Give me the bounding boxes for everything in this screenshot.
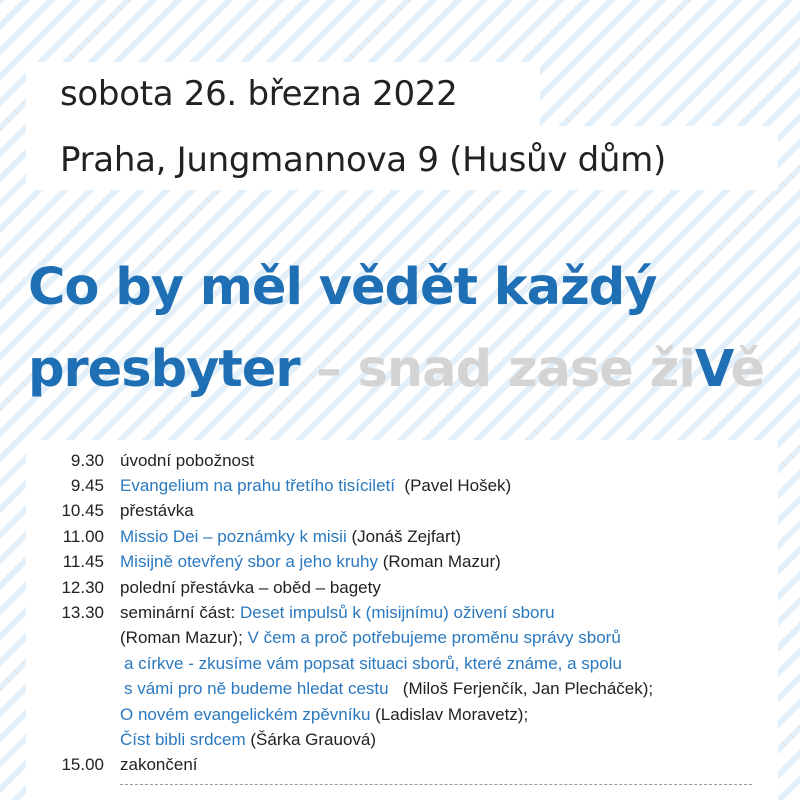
schedule-time: 9.45 <box>70 476 104 496</box>
schedule-row <box>40 524 653 549</box>
seminar-line <box>40 702 653 727</box>
schedule-time: 9.30 <box>70 450 104 470</box>
schedule-item: seminární část: <box>120 603 240 623</box>
event-place: Praha, Jungmannova 9 (Husův dům) <box>60 140 666 180</box>
talk-title: Misijně otevřený sbor a jeho kruhy <box>120 552 378 572</box>
schedule-row <box>40 575 653 600</box>
talk-title: O novém evangelickém zpěvníku <box>120 704 371 724</box>
talk-title: s vámi pro ně budeme hledat cestu <box>124 679 389 699</box>
headline-presbyter: presbyter <box>28 340 300 399</box>
speaker: (Miloš Ferjenčík, Jan Plecháček); <box>388 679 654 699</box>
schedule-time: 10.45 <box>61 501 104 521</box>
seminar-line <box>40 677 653 702</box>
talk-title: Evangelium na prahu třetího tisíciletí <box>120 476 395 496</box>
talk-title: Deset impulsů k (misijnímu) oživení sboru <box>240 603 555 623</box>
speaker: (Jonáš Zejfart) <box>346 526 462 546</box>
schedule-item: zakončení <box>120 755 198 775</box>
headline-line-2 <box>28 340 764 399</box>
headline-subtitle-end: ě <box>730 340 765 399</box>
speaker: (Pavel Hošek) <box>394 476 512 496</box>
talk-title: a církve - zkusíme vám popsat situaci sborů, které známe, a spolu <box>124 653 622 673</box>
talk-title: V čem a proč potřebujeme proměnu správy sborů <box>247 628 621 648</box>
schedule-time: 11.00 <box>62 526 104 546</box>
schedule-time: 12.30 <box>61 577 104 597</box>
schedule-item: přestávka <box>120 501 194 521</box>
event-date: sobota 26. března 2022 <box>60 74 458 114</box>
headline-accent-letter: V <box>694 340 731 399</box>
schedule-row <box>40 448 653 473</box>
schedule-row <box>40 473 653 498</box>
talk-title: Missio Dei – poznámky k misii <box>120 526 347 546</box>
schedule-item: úvodní pobožnost <box>120 450 255 470</box>
schedule-row <box>40 753 653 778</box>
program-schedule <box>40 448 653 778</box>
speaker: (Roman Mazur); <box>120 628 248 648</box>
speaker: (Roman Mazur) <box>377 552 501 572</box>
seminar-line <box>40 626 653 651</box>
schedule-item: polední přestávka – oběd – bagety <box>120 577 381 597</box>
speaker: (Ladislav Moravetz); <box>370 704 529 724</box>
schedule-row <box>40 499 653 524</box>
schedule-row <box>40 550 653 575</box>
dashed-divider <box>120 784 752 785</box>
schedule-row <box>40 600 653 625</box>
seminar-line <box>40 727 653 752</box>
seminar-line <box>40 651 653 676</box>
speaker: (Šárka Grauová) <box>245 729 377 749</box>
headline-line-1: Co by měl vědět každý <box>28 258 657 317</box>
talk-title: Číst bibli srdcem <box>120 729 246 749</box>
headline-subtitle: – snad zase ži <box>299 340 695 399</box>
schedule-time: 13.30 <box>61 603 104 623</box>
schedule-time: 11.45 <box>62 552 104 572</box>
schedule-time: 15.00 <box>61 755 104 775</box>
